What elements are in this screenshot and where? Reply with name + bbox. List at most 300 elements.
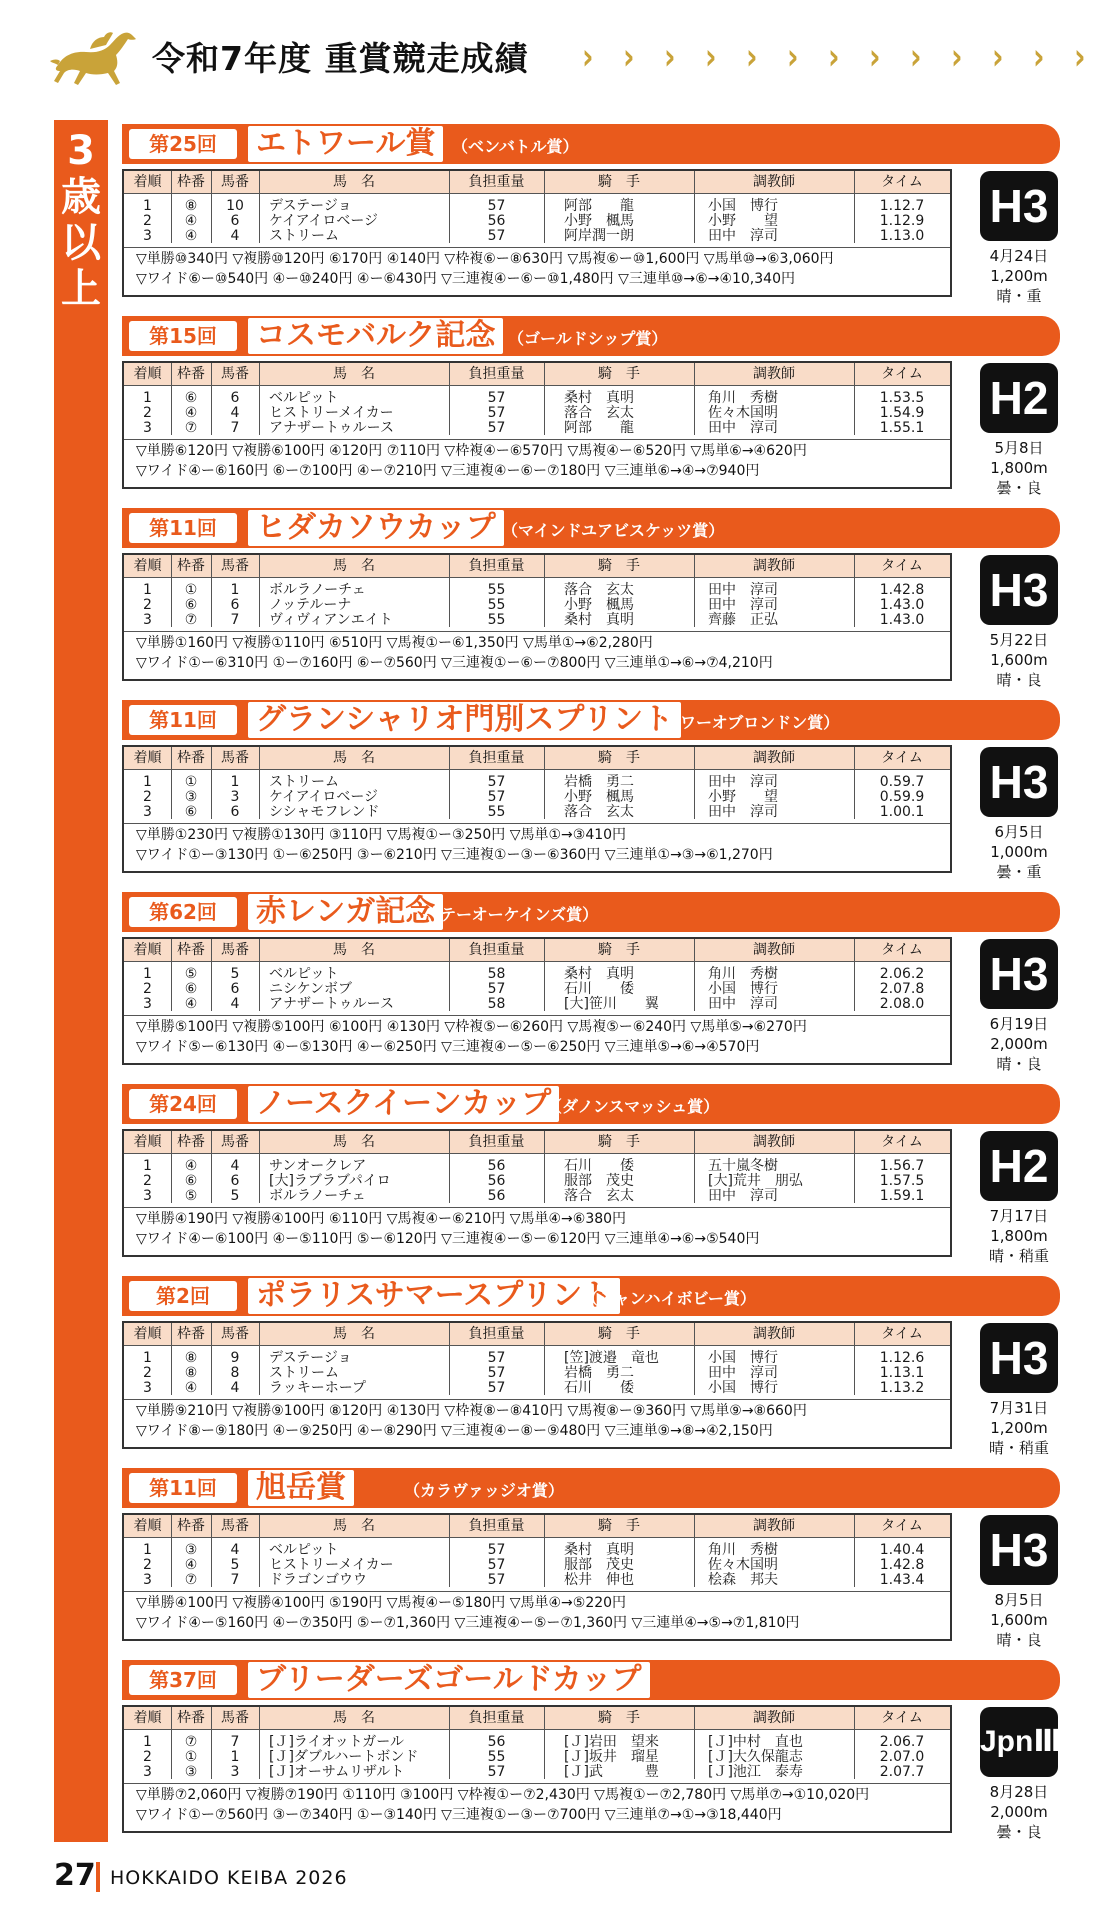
cell-horse-name: アナザートゥルース xyxy=(269,996,394,1012)
cell-time: 1.56.7 xyxy=(879,1158,925,1174)
cell-weight: 56 xyxy=(487,1188,506,1204)
cell-bracket: ⑥ xyxy=(184,981,198,997)
cell-weight: 57 xyxy=(487,981,506,997)
cell-time: 1.13.0 xyxy=(879,228,925,244)
cell-horse-name: ケイアイロベージ xyxy=(269,213,379,229)
cell-jockey: 服部 茂史 xyxy=(564,1173,634,1189)
cell-horse-number: 7 xyxy=(230,420,240,436)
cell-jockey: [Ｊ]岩田 望来 xyxy=(564,1734,659,1750)
cell-horse-number: 7 xyxy=(230,612,240,628)
column-header-time: タイム xyxy=(881,942,923,958)
cell-time: 1.43.0 xyxy=(879,612,925,628)
column-header-time: タイム xyxy=(881,750,923,766)
payout-section xyxy=(124,439,950,479)
cell-weight: 58 xyxy=(487,966,506,982)
cell-horse-name: ベルピット xyxy=(269,390,339,406)
cell-jockey: 落合 玄太 xyxy=(564,804,634,820)
race-date: 6月5日 xyxy=(994,823,1044,841)
cell-bracket: ⑦ xyxy=(184,612,198,628)
cell-time: 1.54.9 xyxy=(879,405,925,421)
cell-jockey: 松井 伸也 xyxy=(564,1572,634,1588)
cell-horse-number: 3 xyxy=(230,1764,240,1780)
cell-trainer: 角川 秀樹 xyxy=(708,390,778,406)
column-divider xyxy=(544,1323,545,1395)
column-header-weight: 負担重量 xyxy=(468,1518,525,1534)
cell-horse-number: 1 xyxy=(230,582,240,598)
cell-jockey: [笠]渡邉 竜也 xyxy=(564,1350,659,1366)
cell-jockey: 落合 玄太 xyxy=(564,1188,634,1204)
race-banner xyxy=(122,316,1060,356)
cell-weight: 56 xyxy=(487,1173,506,1189)
cell-trainer: 桧森 邦夫 xyxy=(708,1572,778,1588)
column-divider xyxy=(259,747,260,819)
chevron-icon: › xyxy=(1033,35,1045,78)
results-table xyxy=(122,361,952,489)
column-header-weight: 負担重量 xyxy=(468,174,525,190)
cell-jockey: 阿部 龍 xyxy=(564,198,634,214)
table-header xyxy=(124,1515,950,1538)
cell-weight: 55 xyxy=(487,804,506,820)
column-header-horse-name: 馬 名 xyxy=(333,174,375,190)
cell-horse-name: ヒストリーメイカー xyxy=(269,1557,394,1573)
cell-horse-number: 5 xyxy=(230,966,240,982)
table-header xyxy=(124,171,950,194)
track-condition: 晴・良 xyxy=(996,671,1042,689)
cell-trainer: 五十嵐冬樹 xyxy=(708,1158,778,1174)
cell-weight: 56 xyxy=(487,213,506,229)
race-sponsor: （テーオーケインズ賞） xyxy=(424,905,599,924)
cell-bracket: ⑤ xyxy=(184,1188,198,1204)
track-condition: 晴・稍重 xyxy=(988,1247,1049,1265)
column-header-horse-number: 馬番 xyxy=(221,750,249,766)
cell-finish: 2 xyxy=(143,1557,152,1573)
cell-weight: 58 xyxy=(487,996,506,1012)
column-divider xyxy=(544,1515,545,1587)
track-condition: 晴・重 xyxy=(996,287,1042,305)
footer-divider xyxy=(96,1862,100,1892)
column-header-bracket: 枠番 xyxy=(177,1134,205,1150)
cell-finish: 2 xyxy=(143,1365,152,1381)
column-divider xyxy=(259,555,260,627)
column-header-horse-number: 馬番 xyxy=(221,1710,249,1726)
cell-jockey: 阿岸潤一朗 xyxy=(564,228,634,244)
cell-time: 1.12.6 xyxy=(879,1350,925,1366)
column-header-horse-name: 馬 名 xyxy=(333,942,375,958)
cell-weight: 57 xyxy=(487,1380,506,1396)
column-header-finish: 着順 xyxy=(133,1326,162,1342)
grade-badge: H3 xyxy=(980,1515,1058,1585)
cell-trainer: 小国 博行 xyxy=(708,1380,778,1396)
cell-bracket: ③ xyxy=(184,789,198,805)
cell-weight: 57 xyxy=(487,390,506,406)
column-divider xyxy=(694,1707,695,1779)
column-header-trainer: 調教師 xyxy=(753,750,795,766)
chevron-icon: › xyxy=(787,35,799,78)
track-condition: 曇・良 xyxy=(996,1823,1042,1841)
cell-trainer: 田中 淳司 xyxy=(708,597,778,613)
horse-racing-icon xyxy=(50,25,140,89)
cell-time: 2.07.8 xyxy=(879,981,925,997)
payout-line: ▽単勝④190円 ▽複勝④100円 ⑥110円 ▽馬複④ー⑥210円 ▽馬単④→⑥380円 xyxy=(136,1211,627,1227)
race-edition: 第37回 xyxy=(129,1665,237,1695)
chevron-icon: › xyxy=(1074,35,1086,78)
cell-bracket: ① xyxy=(184,1749,198,1765)
column-header-weight: 負担重量 xyxy=(468,558,525,574)
race-distance: 1,800m xyxy=(990,459,1048,477)
payout-line: ▽単勝⑨210円 ▽複勝⑨100円 ⑧120円 ④130円 ▽枠複⑧ー⑧410円 ▽馬複⑧ー⑨360円 ▽馬単⑨→⑧660円 xyxy=(136,1403,807,1419)
cell-time: 1.43.4 xyxy=(879,1572,925,1588)
results-table xyxy=(122,1129,952,1257)
cell-time: 1.12.9 xyxy=(879,213,925,229)
cell-weight: 55 xyxy=(487,1749,506,1765)
results-table xyxy=(122,1321,952,1449)
cell-finish: 1 xyxy=(143,582,152,598)
cell-time: 2.07.7 xyxy=(879,1764,925,1780)
column-header-trainer: 調教師 xyxy=(753,558,795,574)
payout-section xyxy=(124,1399,950,1439)
cell-horse-number: 4 xyxy=(230,996,240,1012)
race-edition: 第11回 xyxy=(129,705,237,735)
race-edition: 第25回 xyxy=(129,129,237,159)
race-banner xyxy=(122,1468,1060,1508)
publication-name: HOKKAIDO KEIBA 2026 xyxy=(110,1867,348,1889)
chevron-icon: › xyxy=(746,35,758,78)
cell-time: 2.07.0 xyxy=(879,1749,925,1765)
column-header-jockey: 騎 手 xyxy=(598,1518,640,1534)
column-header-horse-name: 馬 名 xyxy=(333,558,375,574)
cell-jockey: 桑村 真明 xyxy=(564,390,634,406)
cell-horse-number: 6 xyxy=(230,981,240,997)
results-table xyxy=(122,745,952,873)
column-divider xyxy=(544,939,545,1011)
column-header-horse-name: 馬 名 xyxy=(333,750,375,766)
column-divider xyxy=(259,939,260,1011)
cell-trainer: [大]荒井 朋弘 xyxy=(708,1173,803,1189)
results-table xyxy=(122,553,952,681)
cell-weight: 57 xyxy=(487,198,506,214)
cell-horse-name: アナザートゥルース xyxy=(269,420,394,436)
results-table xyxy=(122,1513,952,1641)
cell-time: 1.40.4 xyxy=(879,1542,925,1558)
cell-time: 0.59.9 xyxy=(879,789,925,805)
column-header-finish: 着順 xyxy=(133,942,162,958)
race-title: グランシャリオ門別スプリント xyxy=(248,702,681,738)
column-header-finish: 着順 xyxy=(133,1518,162,1534)
column-header-time: タイム xyxy=(881,366,923,382)
cell-trainer: 田中 淳司 xyxy=(708,774,778,790)
chevron-icon: › xyxy=(623,35,635,78)
cell-horse-name: [Ｊ]ダブルハートボンド xyxy=(269,1749,419,1765)
column-header-bracket: 枠番 xyxy=(177,174,205,190)
race-date: 7月17日 xyxy=(989,1207,1049,1225)
cell-weight: 55 xyxy=(487,612,506,628)
cell-bracket: ⑤ xyxy=(184,966,198,982)
cell-trainer: 小国 博行 xyxy=(708,981,778,997)
grade-badge: H3 xyxy=(980,171,1058,241)
grade-badge: H3 xyxy=(980,555,1058,625)
cell-time: 1.12.7 xyxy=(879,198,925,214)
race-title: コスモバルク記念 xyxy=(248,318,503,354)
table-header xyxy=(124,1323,950,1346)
race-title: ブリーダーズゴールドカップ xyxy=(248,1662,650,1698)
payout-line: ▽単勝①230円 ▽複勝①130円 ③110円 ▽馬複①ー③250円 ▽馬単①→③410円 xyxy=(136,827,627,843)
cell-finish: 2 xyxy=(143,1749,152,1765)
column-header-trainer: 調教師 xyxy=(753,942,795,958)
race-date: 5月22日 xyxy=(989,631,1049,649)
column-header-jockey: 騎 手 xyxy=(598,174,640,190)
column-divider xyxy=(694,171,695,243)
payout-line: ▽単勝⑦2,060円 ▽複勝⑦190円 ①110円 ③100円 ▽枠複①ー⑦2,430円 ▽馬複①ー⑦2,780円 ▽馬単⑦→①10,020円 xyxy=(136,1787,870,1803)
cell-horse-name: ボルラノーチェ xyxy=(269,1188,366,1204)
column-header-jockey: 騎 手 xyxy=(598,1134,640,1150)
cell-weight: 57 xyxy=(487,1350,506,1366)
cell-time: 1.55.1 xyxy=(879,420,925,436)
cell-jockey: 落合 玄太 xyxy=(564,582,634,598)
cell-trainer: 角川 秀樹 xyxy=(708,1542,778,1558)
cell-horse-number: 4 xyxy=(230,1380,240,1396)
cell-horse-name: デステージョ xyxy=(269,198,352,214)
cell-horse-name: ストリーム xyxy=(269,228,339,244)
chevron-icon: › xyxy=(828,35,840,78)
grade-badge: H2 xyxy=(980,1131,1058,1201)
cell-trainer: 小国 博行 xyxy=(708,1350,778,1366)
cell-trainer: 佐々木国明 xyxy=(708,1557,778,1573)
column-header-weight: 負担重量 xyxy=(468,366,525,382)
cell-time: 1.53.5 xyxy=(879,390,925,406)
cell-jockey: [Ｊ]坂井 瑠星 xyxy=(564,1749,659,1765)
cell-finish: 3 xyxy=(143,1188,152,1204)
cell-bracket: ④ xyxy=(184,1380,198,1396)
column-header-bracket: 枠番 xyxy=(177,1326,205,1342)
cell-time: 1.42.8 xyxy=(879,1557,925,1573)
table-header xyxy=(124,363,950,386)
column-header-horse-number: 馬番 xyxy=(221,366,249,382)
column-header-weight: 負担重量 xyxy=(468,1710,525,1726)
grade-badge: H3 xyxy=(980,1323,1058,1393)
column-divider xyxy=(259,1131,260,1203)
cell-finish: 2 xyxy=(143,213,152,229)
payout-line: ▽単勝⑩340円 ▽複勝⑩120円 ⑥170円 ④140円 ▽枠複⑥ー⑧630円 ▽馬複⑥ー⑩1,600円 ▽馬単⑩→⑥3,060円 xyxy=(136,251,834,267)
cell-horse-name: [Ｊ]オーサムリザルト xyxy=(269,1764,405,1780)
cell-horse-number: 6 xyxy=(230,213,240,229)
cell-trainer: 角川 秀樹 xyxy=(708,966,778,982)
race-title: ヒダカソウカップ xyxy=(248,510,504,546)
cell-trainer: [Ｊ]池江 泰寿 xyxy=(708,1764,803,1780)
race-title: 赤レンガ記念 xyxy=(248,894,443,930)
track-condition: 曇・良 xyxy=(996,479,1042,497)
cell-horse-name: ドラゴンゴウウ xyxy=(269,1572,367,1588)
cell-jockey: 桑村 真明 xyxy=(564,966,634,982)
race-distance: 1,000m xyxy=(990,843,1048,861)
column-header-weight: 負担重量 xyxy=(468,1134,525,1150)
cell-finish: 3 xyxy=(143,228,152,244)
cell-time: 2.08.0 xyxy=(879,996,925,1012)
column-header-bracket: 枠番 xyxy=(177,1710,205,1726)
cell-bracket: ⑧ xyxy=(184,198,198,214)
cell-jockey: 阿部 龍 xyxy=(564,420,634,436)
race-banner xyxy=(122,1276,1060,1316)
category-sidebar xyxy=(54,120,108,1842)
cell-trainer: 齊藤 正弘 xyxy=(708,612,778,628)
chevron-icon: › xyxy=(951,35,963,78)
payout-line: ▽ワイド①ー③130円 ①ー⑥250円 ③ー⑥210円 ▽三連複①ー③ー⑥360円 ▽三連単①→③→⑥1,270円 xyxy=(136,847,773,863)
cell-bracket: ⑥ xyxy=(184,390,198,406)
track-condition: 晴・良 xyxy=(996,1055,1042,1073)
table-header xyxy=(124,939,950,962)
table-header xyxy=(124,1131,950,1154)
cell-weight: 55 xyxy=(487,582,506,598)
race-sponsor: （シャンハイボビー賞） xyxy=(582,1289,756,1308)
cell-horse-name: [Ｊ]ライオットガール xyxy=(269,1734,404,1750)
cell-finish: 1 xyxy=(143,1542,152,1558)
column-divider xyxy=(544,1131,545,1203)
column-divider xyxy=(694,1131,695,1203)
cell-finish: 2 xyxy=(143,1173,152,1189)
cell-horse-number: 4 xyxy=(230,405,240,421)
cell-horse-name: ボルラノーチェ xyxy=(269,582,366,598)
cell-bracket: ① xyxy=(184,582,198,598)
cell-finish: 1 xyxy=(143,966,152,982)
cell-jockey: 桑村 真明 xyxy=(564,612,634,628)
column-header-jockey: 騎 手 xyxy=(598,1326,640,1342)
payout-line: ▽ワイド①ー⑥310円 ①ー⑦160円 ⑥ー⑦560円 ▽三連複①ー⑥ー⑦800円 ▽三連単①→⑥→⑦4,210円 xyxy=(136,655,773,671)
race-sponsor: （マインドユアビスケッツ賞） xyxy=(502,521,725,540)
race-title: 旭岳賞 xyxy=(248,1470,354,1506)
column-header-trainer: 調教師 xyxy=(753,1710,795,1726)
cell-horse-number: 4 xyxy=(230,1542,240,1558)
chevron-icon: › xyxy=(910,35,922,78)
cell-trainer: 田中 淳司 xyxy=(708,228,778,244)
cell-bracket: ⑦ xyxy=(184,1572,198,1588)
column-header-time: タイム xyxy=(881,1326,923,1342)
cell-jockey: 小野 楓馬 xyxy=(564,597,634,613)
column-header-trainer: 調教師 xyxy=(753,1326,795,1342)
chevron-icon: › xyxy=(664,35,676,78)
cell-horse-number: 5 xyxy=(230,1188,240,1204)
race-date: 6月19日 xyxy=(989,1015,1049,1033)
cell-jockey: 小野 楓馬 xyxy=(564,213,634,229)
payout-line: ▽ワイド⑧ー⑨180円 ④ー⑨250円 ④ー⑧290円 ▽三連複④ー⑧ー⑨480円 ▽三連単⑨→⑧→④2,150円 xyxy=(136,1423,773,1439)
column-header-horse-number: 馬番 xyxy=(221,558,249,574)
race-date: 7月31日 xyxy=(989,1399,1049,1417)
track-condition: 晴・良 xyxy=(996,1631,1042,1649)
column-header-weight: 負担重量 xyxy=(468,942,525,958)
column-divider xyxy=(259,1323,260,1395)
category-label: 3 歳 以 上 xyxy=(61,128,101,312)
column-header-time: タイム xyxy=(881,1134,923,1150)
cell-horse-number: 1 xyxy=(230,1749,240,1765)
cell-finish: 2 xyxy=(143,789,152,805)
column-header-bracket: 枠番 xyxy=(177,942,205,958)
cell-jockey: 小野 楓馬 xyxy=(564,789,634,805)
race-distance: 1,600m xyxy=(990,1611,1048,1629)
cell-bracket: ③ xyxy=(184,1764,198,1780)
chevron-icon: › xyxy=(992,35,1004,78)
column-divider xyxy=(544,171,545,243)
column-header-trainer: 調教師 xyxy=(753,1518,795,1534)
cell-horse-name: ベルピット xyxy=(269,966,339,982)
cell-bracket: ④ xyxy=(184,1557,198,1573)
page-title: 令和7年度 重賞競走成績 xyxy=(152,39,529,78)
cell-bracket: ④ xyxy=(184,405,198,421)
cell-jockey: 石川 倭 xyxy=(564,981,634,997)
column-header-time: タイム xyxy=(881,1518,923,1534)
cell-finish: 3 xyxy=(143,1764,152,1780)
payout-line: ▽単勝④100円 ▽複勝④100円 ⑤190円 ▽馬複④ー⑤180円 ▽馬単④→⑤220円 xyxy=(136,1595,627,1611)
cell-jockey: 岩橋 勇二 xyxy=(564,1365,634,1381)
column-divider xyxy=(544,1707,545,1779)
results-table xyxy=(122,1705,952,1833)
column-header-horse-number: 馬番 xyxy=(221,1134,249,1150)
column-header-finish: 着順 xyxy=(133,174,162,190)
column-header-weight: 負担重量 xyxy=(468,1326,525,1342)
race-distance: 1,200m xyxy=(990,267,1048,285)
grade-badge: H3 xyxy=(980,747,1058,817)
race-edition: 第11回 xyxy=(129,513,237,543)
payout-section xyxy=(124,1783,950,1823)
cell-horse-name: ノッテルーナ xyxy=(269,597,352,613)
column-header-time: タイム xyxy=(881,1710,923,1726)
cell-weight: 57 xyxy=(487,789,506,805)
race-banner xyxy=(122,124,1060,164)
cell-time: 2.06.2 xyxy=(879,966,925,982)
cell-finish: 3 xyxy=(143,1380,152,1396)
payout-line: ▽ワイド⑤ー⑥130円 ④ー⑤130円 ④ー⑥250円 ▽三連複④ー⑤ー⑥250円 ▽三連単⑤→⑥→④570円 xyxy=(136,1039,760,1055)
cell-horse-name: ケイアイロベージ xyxy=(269,789,379,805)
race-edition: 第15回 xyxy=(129,321,237,351)
cell-trainer: [Ｊ]大久保龍志 xyxy=(708,1749,803,1765)
payout-line: ▽ワイド①ー⑦560円 ③ー⑦340円 ①ー③140円 ▽三連複①ー③ー⑦700円 ▽三連単⑦→①→③18,440円 xyxy=(136,1807,782,1823)
cell-horse-number: 7 xyxy=(230,1572,240,1588)
cell-weight: 57 xyxy=(487,420,506,436)
cell-finish: 1 xyxy=(143,774,152,790)
column-header-bracket: 枠番 xyxy=(177,558,205,574)
race-date: 5月8日 xyxy=(994,439,1044,457)
column-divider xyxy=(694,1515,695,1587)
column-header-time: タイム xyxy=(881,174,923,190)
cell-trainer: 小野 望 xyxy=(708,789,778,805)
chevron-icon: › xyxy=(582,35,594,78)
payout-line: ▽単勝⑥120円 ▽複勝⑥100円 ④120円 ⑦110円 ▽枠複④ー⑥570円 ▽馬複④ー⑥520円 ▽馬単⑥→④620円 xyxy=(136,443,807,459)
cell-horse-name: ニシケンボブ xyxy=(269,981,353,997)
table-header xyxy=(124,555,950,578)
cell-horse-number: 5 xyxy=(230,1557,240,1573)
cell-weight: 57 xyxy=(487,1764,506,1780)
payout-line: ▽ワイド④ー⑥160円 ⑥ー⑦100円 ④ー⑦210円 ▽三連複④ー⑥ー⑦180円 ▽三連単⑥→④→⑦940円 xyxy=(136,463,760,479)
cell-horse-number: 7 xyxy=(230,1734,240,1750)
column-divider xyxy=(694,1323,695,1395)
page-number: 27 xyxy=(54,1858,96,1893)
cell-bracket: ⑦ xyxy=(184,420,198,436)
column-header-horse-name: 馬 名 xyxy=(333,1326,375,1342)
track-condition: 晴・稍重 xyxy=(988,1439,1049,1457)
race-distance: 1,800m xyxy=(990,1227,1048,1245)
column-header-trainer: 調教師 xyxy=(753,366,795,382)
cell-finish: 2 xyxy=(143,981,152,997)
column-header-jockey: 騎 手 xyxy=(598,558,640,574)
column-divider xyxy=(694,939,695,1011)
cell-horse-name: ベルピット xyxy=(269,1542,339,1558)
race-sponsor: （カラヴァッジオ賞） xyxy=(404,1481,564,1500)
cell-finish: 1 xyxy=(143,1158,152,1174)
cell-bracket: ④ xyxy=(184,228,198,244)
cell-trainer: 田中 淳司 xyxy=(708,420,778,436)
cell-weight: 55 xyxy=(487,597,506,613)
cell-horse-number: 4 xyxy=(230,228,240,244)
column-divider xyxy=(694,555,695,627)
cell-horse-name: ストリーム xyxy=(269,774,339,790)
cell-bracket: ③ xyxy=(184,1542,198,1558)
